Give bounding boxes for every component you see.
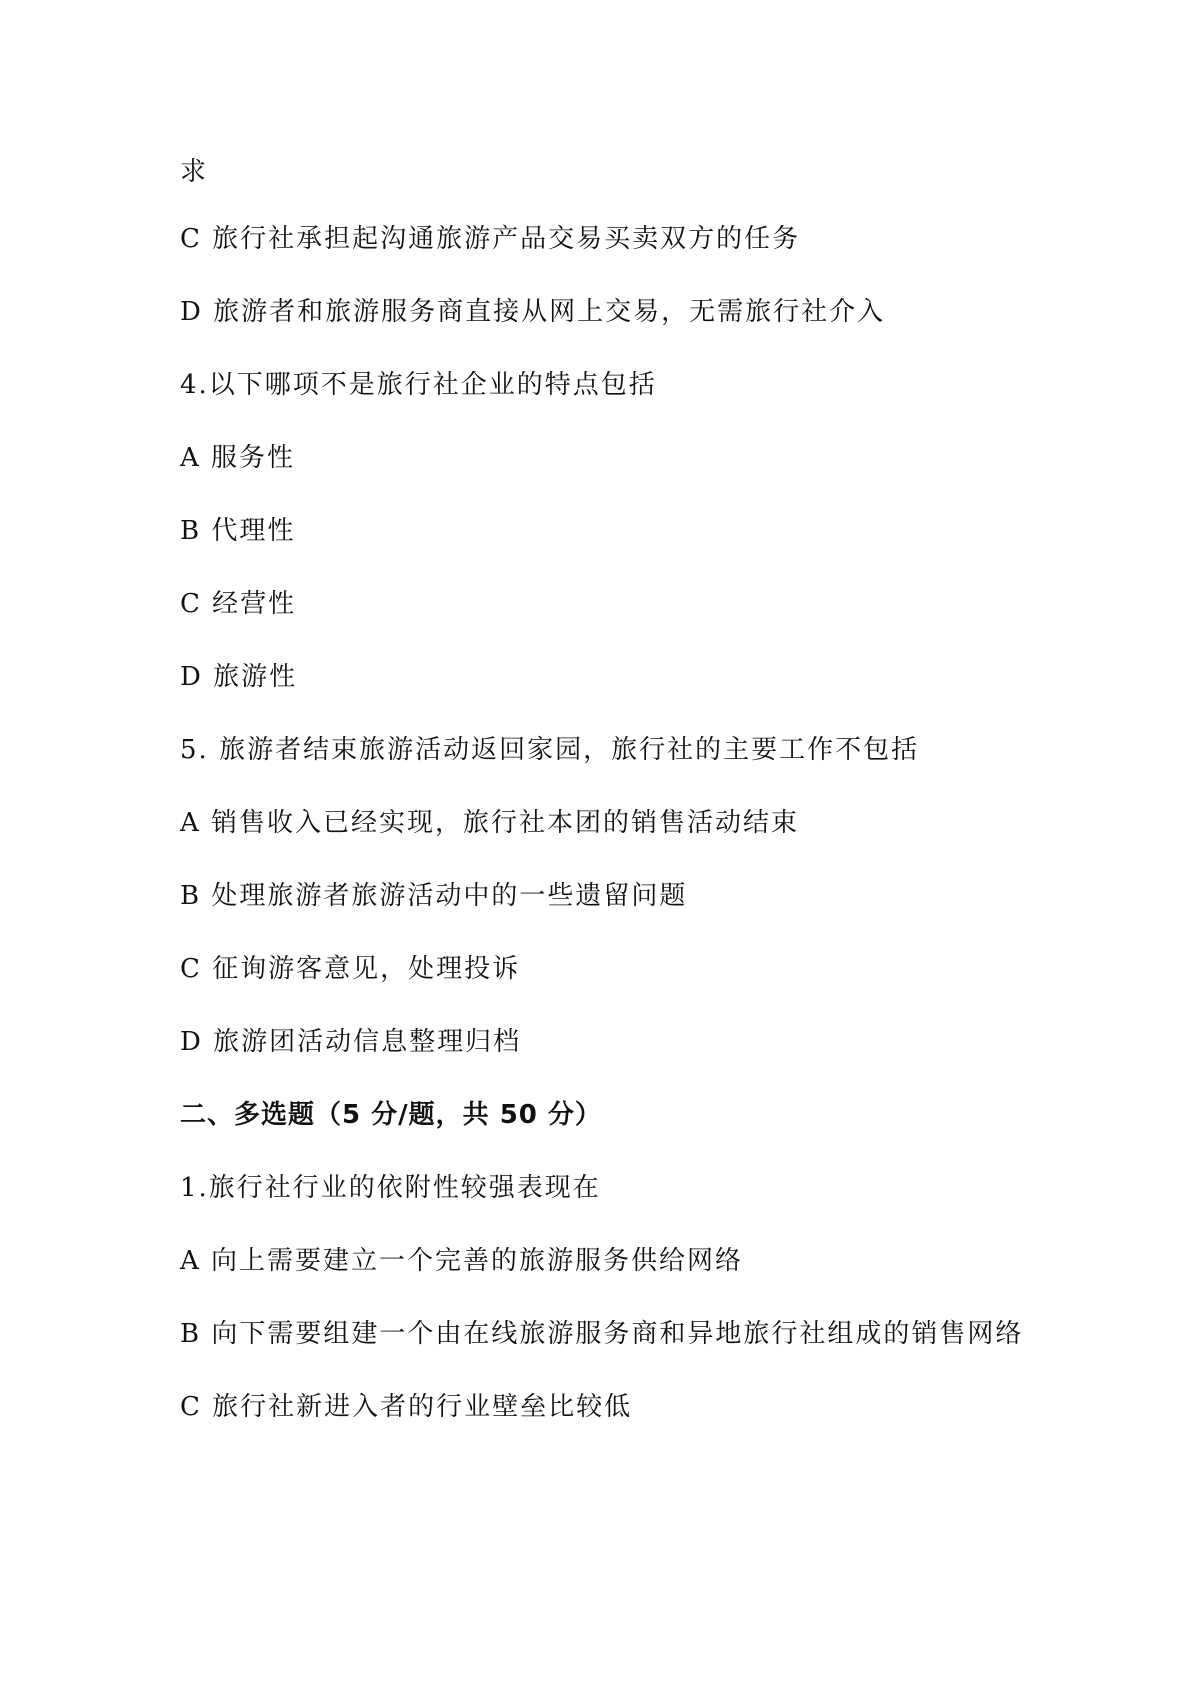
mc-q1-option-a: A 向上需要建立一个完善的旅游服务供给网络: [180, 1246, 744, 1276]
q4-option-b: B 代理性: [180, 516, 296, 546]
text-line-continuation: 求: [180, 157, 209, 187]
question-4: 4.以下哪项不是旅行社企业的特点包括: [180, 370, 657, 400]
mc-q1-option-c: C 旅行社新进入者的行业壁垒比较低: [180, 1392, 633, 1422]
section-heading-multiple-choice: 二、多选题（5 分/题，共 50 分）: [180, 1100, 602, 1130]
mc-q1-option-b: B 向下需要组建一个由在线旅游服务商和异地旅行社组成的销售网络: [180, 1319, 1024, 1349]
q3-option-d: D 旅游者和旅游服务商直接从网上交易，无需旅行社介入: [180, 297, 886, 327]
q5-option-b: B 处理旅游者旅游活动中的一些遗留问题: [180, 881, 688, 911]
q4-option-d: D 旅游性: [180, 662, 298, 692]
q3-option-c: C 旅行社承担起沟通旅游产品交易买卖双方的任务: [180, 224, 801, 254]
q5-option-d: D 旅游团活动信息整理归档: [180, 1027, 522, 1057]
q5-option-a: A 销售收入已经实现，旅行社本团的销售活动结束: [180, 808, 800, 838]
q4-option-a: A 服务性: [180, 443, 296, 473]
question-5: 5. 旅游者结束旅游活动返回家园，旅行社的主要工作不包括: [180, 735, 920, 765]
q4-option-c: C 经营性: [180, 589, 297, 619]
mc-question-1: 1.旅行社行业的依附性较强表现在: [180, 1173, 601, 1203]
q5-option-c: C 征询游客意见，处理投诉: [180, 954, 521, 984]
